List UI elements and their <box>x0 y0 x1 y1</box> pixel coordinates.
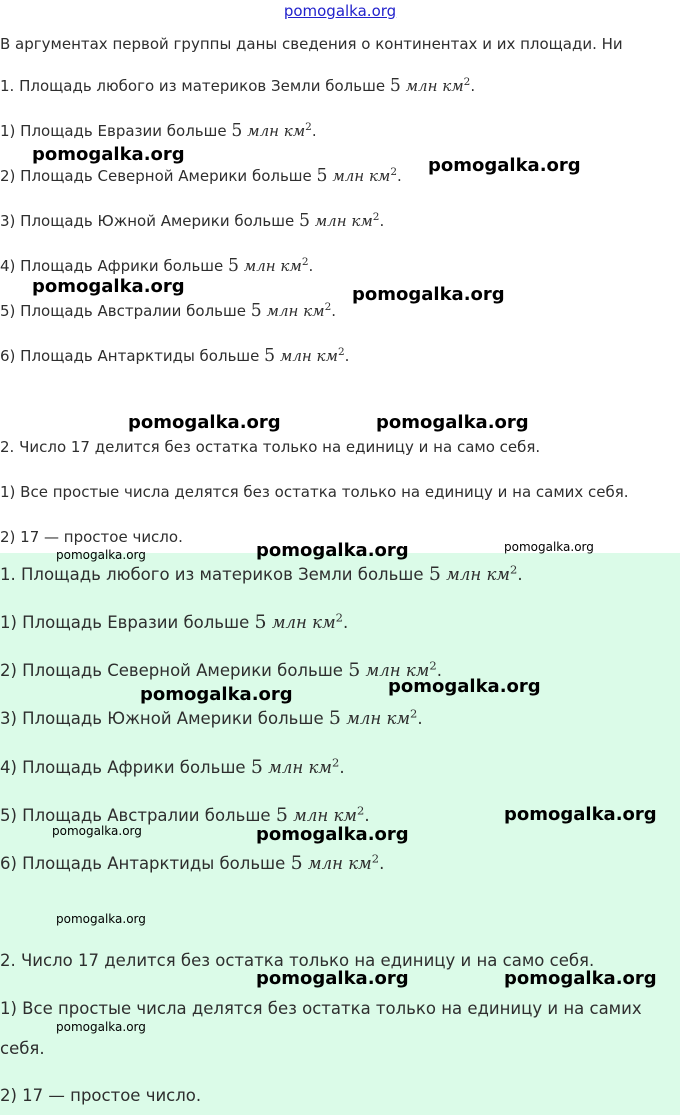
watermark: pomogalka.org <box>256 540 409 561</box>
watermark: pomogalka.org <box>56 1020 146 1034</box>
claim-text: 1. Площадь любого из материков Земли больше <box>0 77 386 95</box>
watermark: pomogalka.org <box>504 540 594 554</box>
question-arg2-2: 2) 17 — простое число. <box>0 528 183 546</box>
math-expression: 5 млн $км^2$ <box>298 211 380 231</box>
question-arg-2: 2) Площадь Северной Америки больше 5 млн $км^2$. <box>0 166 402 186</box>
answer-arg2-1: 1) Все простые числа делятся без остатка только на единицу и на самих <box>0 999 642 1018</box>
math-expression: 5 млн $км^2$ <box>389 76 471 96</box>
watermark: pomogalka.org <box>388 676 541 697</box>
math-expression: 5 млн $км^2$ <box>275 803 365 826</box>
question-arg-3: 3) Площадь Южной Америки больше 5 млн $км^2$. <box>0 211 385 231</box>
math-expression: 5 млн $км^2$ <box>264 346 345 366</box>
watermark: pomogalka.org <box>32 144 185 165</box>
watermark: pomogalka.org <box>56 548 146 562</box>
question-claim-2: 2. Число 17 делится без остатка только на единицу и на само себя. <box>0 438 541 456</box>
answer-arg-3: 3) Площадь Южной Америки больше 5 млн $км^2$. <box>0 706 423 729</box>
math-expression: 5 млн $км^2$ <box>316 166 398 186</box>
answer-arg-5: 5) Площадь Австралии больше 5 млн $км^2$. <box>0 803 370 826</box>
watermark: pomogalka.org <box>256 968 409 989</box>
answer-arg-1: 1) Площадь Евразии больше 5 млн $км^2$. <box>0 610 349 633</box>
math-expression: 5 млн $км^2$ <box>231 121 312 141</box>
watermark: pomogalka.org <box>140 684 293 705</box>
question-arg-5: 5) Площадь Австралии больше 5 млн $км^2$. <box>0 301 337 321</box>
math-expression: 5 млн $км^2$ <box>348 658 437 681</box>
question-arg-1: 1) Площадь Евразии больше 5 млн $км^2$. <box>0 121 317 141</box>
question-arg2-1: 1) Все простые числа делятся без остатка только на единицу и на самих себя. <box>0 483 629 501</box>
math-expression: 5 млн $км^2$ <box>250 301 332 321</box>
math-expression: 5 млн $км^2$ <box>228 256 309 276</box>
question-arg-6: 6) Площадь Антарктиды больше 5 млн $км^2$. <box>0 346 350 366</box>
answer-claim-1: 1. Площадь любого из материков Земли больше 5 млн $км^2$. <box>0 562 523 585</box>
math-expression: 5 млн $км^2$ <box>290 851 380 874</box>
watermark: pomogalka.org <box>504 804 657 825</box>
watermark: pomogalka.org <box>376 412 529 433</box>
answer-arg2-1-cont: себя. <box>0 1039 45 1058</box>
answer-arg-2: 2) Площадь Северной Америки больше 5 млн $км^2$. <box>0 658 442 681</box>
question-claim-1: 1. Площадь любого из материков Земли больше 5 млн $км^2$. <box>0 76 476 96</box>
math-expression: 5 млн $км^2$ <box>250 755 340 778</box>
site-link[interactable]: pomogalka.org <box>283 2 397 20</box>
answer-arg-4: 4) Площадь Африки больше 5 млн $км^2$. <box>0 755 345 778</box>
answer-claim-2: 2. Число 17 делится без остатка только на единицу и на само себя. <box>0 951 595 970</box>
watermark: pomogalka.org <box>32 276 185 297</box>
watermark: pomogalka.org <box>428 155 581 176</box>
watermark: pomogalka.org <box>256 824 409 845</box>
question-arg-4: 4) Площадь Африки больше 5 млн $км^2$. <box>0 256 314 276</box>
answer-arg-6: 6) Площадь Антарктиды больше 5 млн $км^2$. <box>0 851 385 874</box>
math-expression: 5 млн $км^2$ <box>254 610 344 633</box>
math-expression: 5 млн $км^2$ <box>328 706 418 729</box>
answer-arg2-2: 2) 17 — простое число. <box>0 1086 202 1105</box>
watermark: pomogalka.org <box>352 284 505 305</box>
math-expression: 5 млн $км^2$ <box>428 562 518 585</box>
watermark: pomogalka.org <box>56 912 146 926</box>
watermark: pomogalka.org <box>52 824 142 838</box>
intro-text: В аргументах первой группы даны сведения о континентах и их площади. Ни <box>0 35 623 53</box>
watermark: pomogalka.org <box>128 412 281 433</box>
watermark: pomogalka.org <box>504 968 657 989</box>
